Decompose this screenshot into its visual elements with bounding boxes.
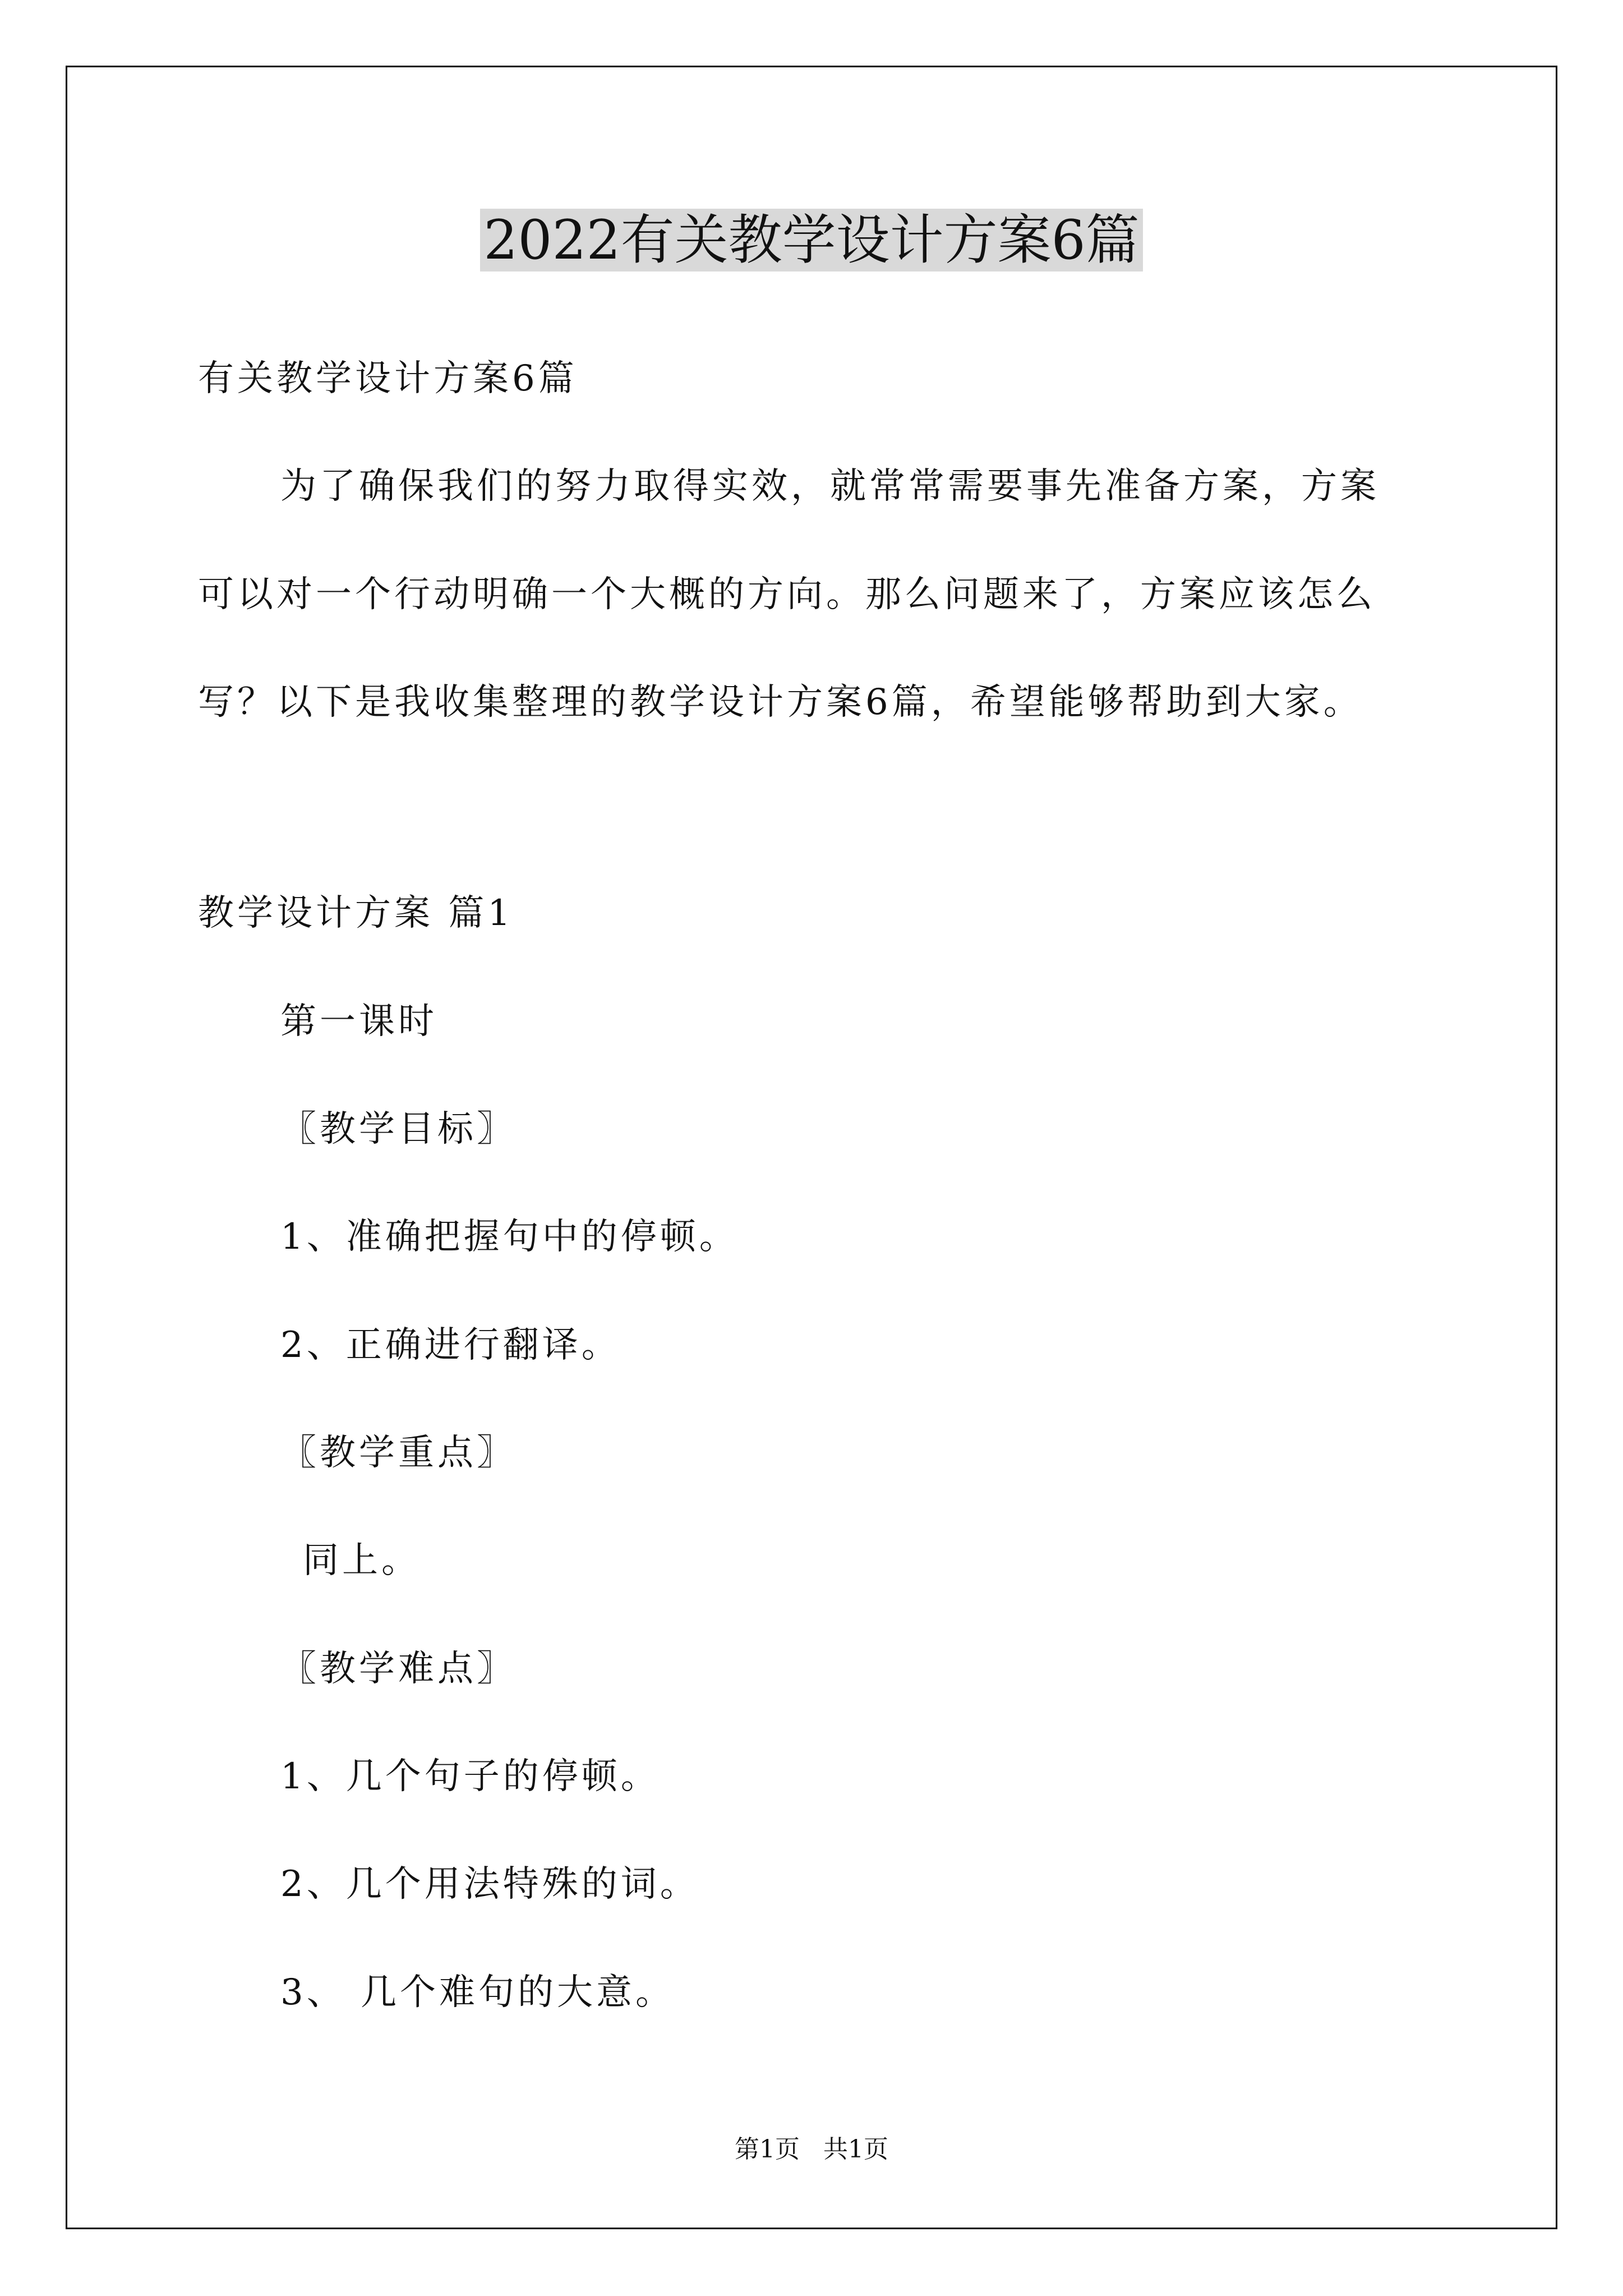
goal-item: 2、正确进行翻译。 [280,1324,621,1366]
difficulties-heading: 〖教学难点〗 [280,1648,516,1690]
document-subtitle: 有关教学设计方案6篇 [198,358,578,399]
document-title-text: 2022有关教学设计方案6篇 [480,209,1142,272]
page-footer: 第1页 共1页 [735,2135,888,2164]
intro-paragraph-line-2: 可以对一个行动明确一个大概的方向。那么问题来了，方案应该怎么 [198,574,1376,615]
difficulty-item: 1、几个句子的停顿。 [280,1756,660,1797]
difficulty-item: 3、 几个难句的大意。 [280,1972,675,2013]
key-points-heading: 〖教学重点〗 [280,1432,516,1474]
document-title [0,201,1623,279]
lesson-label: 第一课时 [280,1001,437,1042]
section-heading: 教学设计方案 篇1 [198,892,514,934]
difficulty-item: 2、几个用法特殊的词。 [280,1864,699,1905]
key-points-text: 同上。 [303,1540,421,1581]
intro-paragraph-line-3: 写？以下是我收集整理的教学设计方案6篇，希望能够帮助到大家。 [198,682,1363,723]
intro-paragraph-line-1: 为了确保我们的努力取得实效，就常常需要事先准备方案，方案 [280,466,1380,507]
goals-heading: 〖教学目标〗 [280,1108,516,1150]
goal-item: 1、准确把握句中的停顿。 [280,1216,739,1258]
